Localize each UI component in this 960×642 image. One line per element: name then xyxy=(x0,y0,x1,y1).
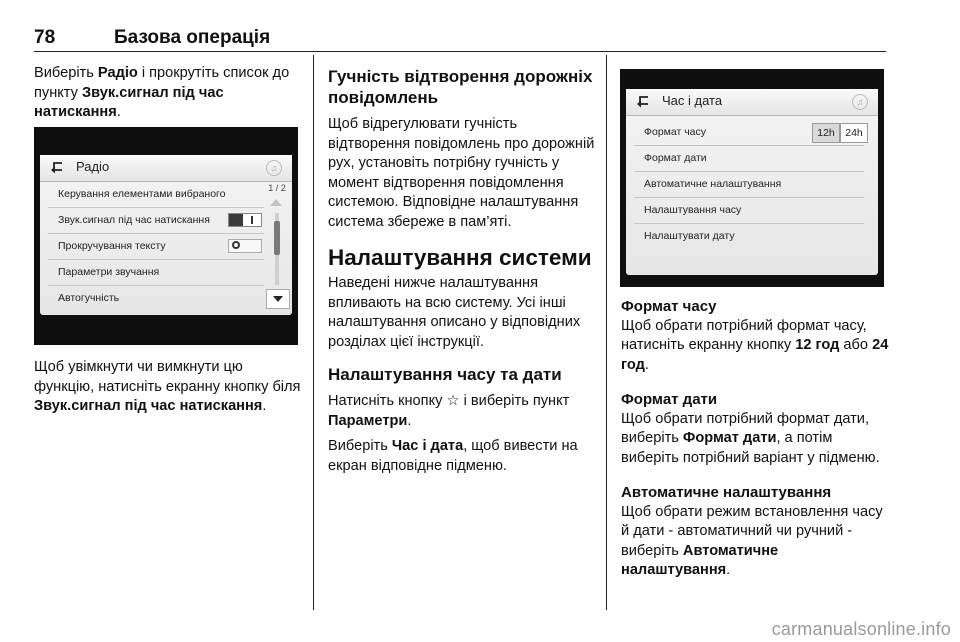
traffic-volume-text: Щоб відрегулювати гучність відтворення повідомлень про дорожній рух, установіть потрібну гучність у момент відтворення повідомлення системою. Відповідне налаштування система збереже в пам’яті. xyxy=(328,116,595,230)
heading-date-format: Формат дати xyxy=(621,391,718,408)
time-date-screen-title: Час і дата xyxy=(662,93,723,108)
scroll-down-button[interactable] xyxy=(266,289,290,309)
format-12h-button[interactable]: 12h xyxy=(812,123,840,143)
favourites-icon[interactable]: ♫ xyxy=(852,94,868,110)
system-settings-text: Наведені нижче налаштування впливають на всю систему. Усі інші налаштування описано у відповідних розділах цієї інструкції. xyxy=(328,275,581,350)
menu-item-beep[interactable]: Звук.сигнал під час натискання xyxy=(48,207,264,234)
column-1 xyxy=(34,64,302,123)
time-format-text: Щоб обрати потрібний формат часу, натисніть екранну кнопку 12 год або 24 год. xyxy=(621,317,889,373)
date-format-text: Щоб обрати потрібний формат дати, виберіть Формат дати, а потім виберіть потрібний варіант у підменю. xyxy=(621,410,880,466)
menu-item-time-format[interactable]: Формат часу 12h 24h xyxy=(634,119,864,146)
watermark: carmanualsonline.info xyxy=(771,619,951,639)
scroll-thumb[interactable] xyxy=(274,221,280,255)
page-number: 78 xyxy=(34,27,56,48)
favourites-icon[interactable]: ♫ xyxy=(266,160,282,176)
heading-traffic-volume: Гучність відтворення дорожніх повідомлень xyxy=(328,67,593,107)
menu-item-auto-volume[interactable]: Автогучність xyxy=(58,292,120,304)
menu-item-favourites[interactable]: Керування елементами вибраного xyxy=(48,181,264,208)
menu-item-scroll-text[interactable]: Прокручування тексту xyxy=(48,233,264,260)
column-2 xyxy=(328,66,598,476)
time-date-title-bar xyxy=(626,89,878,116)
column-1-outro xyxy=(34,358,302,417)
time-date-submenu-text: Виберіть Час і дата, щоб вивести на екран відповідне підменю. xyxy=(328,438,578,474)
radio-keyword: Радіо xyxy=(97,65,138,81)
section-title: Базова операція xyxy=(114,27,271,48)
radio-title-bar xyxy=(40,155,292,182)
page-indicator: 1 / 2 xyxy=(268,183,286,193)
settings-icon: ☆ xyxy=(446,393,460,409)
scrollbar[interactable] xyxy=(266,181,288,311)
radio-screen-title: Радіо xyxy=(76,159,110,174)
heading-system-settings: Налаштування системи xyxy=(328,245,592,270)
radio-screen xyxy=(40,155,292,315)
menu-item-sound[interactable]: Параметри звучання xyxy=(48,259,264,286)
header-rule xyxy=(34,51,886,52)
toggle-paragraph: Щоб увімкнути чи вимкнути цю функцію, натисніть екранну кнопку біля Звук.сигнал під час натискання. xyxy=(34,359,301,414)
menu-item-date-format[interactable]: Формат дати xyxy=(634,145,864,172)
scroll-text-switch[interactable] xyxy=(228,239,262,253)
format-24h-button[interactable]: 24h xyxy=(840,123,868,143)
column-3 xyxy=(621,297,891,581)
heading-time-format: Формат часу xyxy=(621,298,717,315)
scroll-up-icon[interactable] xyxy=(270,199,282,206)
back-icon[interactable] xyxy=(635,94,651,108)
back-icon[interactable] xyxy=(49,160,65,174)
column-divider xyxy=(313,55,314,610)
radio-screenshot xyxy=(34,127,298,345)
time-date-instruction: Натисніть кнопку ☆ і виберіть пункт Параметри. xyxy=(328,393,570,429)
page-header xyxy=(34,27,886,51)
menu-item-set-date[interactable]: Налаштувати дату xyxy=(644,230,735,242)
heading-auto-setting: Автоматичне налаштування xyxy=(621,484,832,501)
beep-toggle[interactable] xyxy=(228,213,262,227)
column-divider xyxy=(606,55,607,610)
beep-keyword: Звук.сигнал під час натискання xyxy=(34,84,224,120)
time-date-screen xyxy=(626,89,878,275)
intro-paragraph: Виберіть Радіо і прокрутіть список до пункту Звук.сигнал під час натискання. xyxy=(34,65,290,120)
time-date-screenshot xyxy=(620,69,884,287)
auto-setting-text: Щоб обрати режим встановлення часу й дати - автоматичний чи ручний - виберіть Автоматичне налаштування. xyxy=(621,503,883,578)
menu-item-auto-setting[interactable]: Автоматичне налаштування xyxy=(634,171,864,198)
menu-item-set-time[interactable]: Налаштування часу xyxy=(634,197,864,224)
heading-time-date: Налаштування часу та дати xyxy=(328,365,562,384)
